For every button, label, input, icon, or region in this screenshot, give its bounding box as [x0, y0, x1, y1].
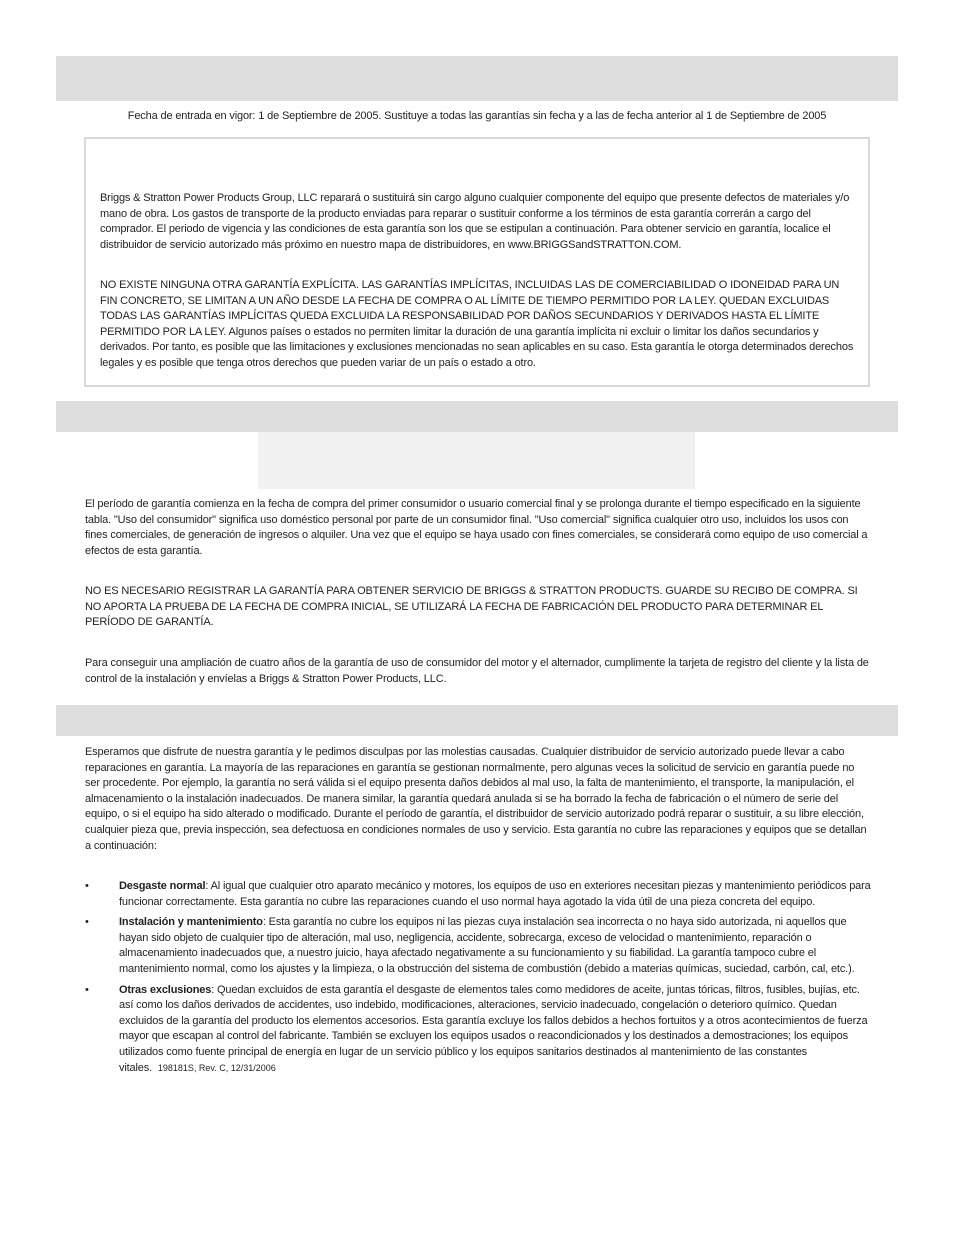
- period-paragraph-1: El período de garantía comienza en la fecha de compra del primer consumidor o usuario comercial final y se prolonga durante el tiempo especificado en la siguiente tabla. "Uso del consumidor" significa uso doméstico personal por parte de un consumidor final. "Uso comercial" significa cualquier otro uso, incluidos los usos con fines comerciales, de generación de ingresos o alquiler. Una vez que el equipo se haya usado con fines comerciales, se considerará como equipo de uso comercial a efectos de esta garantía.: [85, 498, 868, 557]
- warranty-box: [84, 137, 870, 387]
- list-item-term: Otras exclusiones: [119, 983, 212, 996]
- header-band: [56, 56, 898, 101]
- list-item-text: : Al igual que cualquier otro aparato mecánico y motores, los equipos de uso en exteriores necesitan piezas y mantenimiento periódicos para funcionar correctamente. Esta garantía no cubre las reparaciones cuando el uso normal haya agotado la vida útil de una pieza concreta del equipo.: [119, 880, 871, 908]
- exclusions-list: [85, 879, 875, 1081]
- list-item: [85, 915, 875, 977]
- document-reference: 198181S, Rev. C, 12/31/2006: [157, 1062, 276, 1073]
- bullet-symbol: •: [85, 983, 89, 996]
- list-item: [85, 879, 875, 910]
- warranty-paragraph-1: Briggs & Stratton Power Products Group, LLC reparará o sustituirá sin cargo alguno cualquier componente del equipo que presente defectos de materiales y/o mano de obra. Los gastos de transporte de la producto enviadas para reparar o sustituir conforme a los términos de esta garantía correrán a cargo del comprador. El periodo de vigencia y las condiciones de esta garantía son los que se estipulan a continuación. Para obtener servicio en garantía, localice el distribuidor de servicio autorizado más próximo en nuestro mapa de distribuidores, en www.BRIGGSandSTRATTON.COM.: [100, 192, 850, 251]
- period-table-area: [258, 432, 695, 489]
- list-item-term: Desgaste normal: [119, 880, 206, 892]
- warranty-paragraph-2: NO EXISTE NINGUNA OTRA GARANTÍA EXPLÍCITA. LAS GARANTÍAS IMPLÍCITAS, INCLUIDAS LAS DE COMERCIABILIDAD O IDONEIDAD PARA UN FIN CONCRETO, SE LIMITAN A UN AÑO DESDE LA FECHA DE COMPRA O AL LÍMITE DE TIEMPO PERMITIDO POR LA LEY. QUEDAN EXCLUIDAS TODAS LAS GARANTÍAS IMPLÍCITAS QUEDA EXCLUIDA LA RESPONSABILIDAD POR DAÑOS SECUNDARIOS Y DERIVADOS HASTA EL LÍMITE PERMITIDO POR LA LEY. Algunos países o estados no permiten limitar la duración de una garantía implícita ni excluir o limitar los daños secundarios y derivados. Por tanto, es posible que las limitaciones y exclusiones mencionadas no sean aplicables en su caso. Esta garantía le otorga determinados derechos legales y es posible que tenga otros derechos que pueden variar de un país o estado a otro.: [100, 279, 854, 369]
- list-item-term: Instalación y mantenimiento: [119, 916, 263, 929]
- service-intro: Esperamos que disfrute de nuestra garantía y le pedimos disculpas por las molestias causadas. Cualquier distribuidor de servicio autorizado puede llevar a cabo reparaciones en garantía. La mayoría de las reparaciones en garantía se gestionan normalmente, pero algunas veces la solicitud de servicio en garantía puede no ser procedente. Por ejemplo, la garantía no será válida si el equipo presenta daños debidos al mal uso, la falta de mantenimiento, el transporte, la manipulación, el almacenamiento o la instalación inadecuados. De manera similar, la garantía quedará anulada si se ha borrado la fecha de fabricación o el número de serie del equipo, o si el equipo ha sido alterado o modificado. Durante el período de garantía, el distribuidor de servicio autorizado podrá reparar o sustituir, a su libre elección, cualquier pieza que, previa inspección, sea defectuosa en condiciones normales de uso y servicio. Esta garantía no cubre las reparaciones y equipos que se detallan a continuación:: [85, 746, 867, 852]
- list-item-text: : Esta garantía no cubre los equipos ni las piezas cuya instalación sea incorrecta o no haya sido autorizada, ni aquellos que hayan sido objeto de cualquier tipo de alteración, mal uso, negligencia, accidente, sobrecarga, exceso de velocidad o mantenimiento, reparación o almacenamiento inadecuados que, a nuestro juicio, haya afectado negativamente a su funcionamiento y su fiabilidad. La garantía tampoco cubre el mantenimiento normal, como los ajustes y la limpieza, o la obstrucción del sistema de combustión (debido a materias químicas, suciedad, carbón, cal, etc.).: [119, 916, 855, 975]
- bullet-symbol: •: [85, 916, 89, 929]
- period-paragraph-2: NO ES NECESARIO REGISTRAR LA GARANTÍA PARA OBTENER SERVICIO DE BRIGGS & STRATTON PRODUCTS. GUARDE SU RECIBO DE COMPRA. SI NO APORTA LA PRUEBA DE LA FECHA DE COMPRA INICIAL, SE UTILIZARÁ LA FECHA DE FABRICACIÓN DEL PRODUCTO PARA DETERMINAR EL PERÍODO DE GARANTÍA.: [85, 585, 858, 629]
- service-band: [56, 705, 898, 736]
- effective-date: Fecha de entrada en vigor: 1 de Septiembre de 2005. Sustituye a todas las garantías sin fecha y a las de fecha anterior al 1 de Septiembre de 2005: [127, 110, 827, 122]
- list-item: [85, 983, 875, 1077]
- period-band: [56, 401, 898, 432]
- period-paragraph-3: Para conseguir una ampliación de cuatro años de la garantía de uso de consumidor del motor y el alternador, cumplimente la tarjeta de registro del cliente y la lista de control de la instalación y envíelas a Briggs & Stratton Power Products, LLC.: [85, 657, 869, 685]
- bullet-symbol: •: [85, 880, 89, 892]
- list-item-text: : Quedan excluidos de esta garantía el desgaste de elementos tales como medidores de aceite, juntas tóricas, filtros, fusibles, bujías, etc. así como los daños derivados de accidentes, uso indebido, modificaciones, alteraciones, servicio inadecuado, congelación o deterioro químico. Quedan excluidos de la garantía del producto los elementos accesorios. Esta garantía excluye los fallos debidos a hechos fortuitos y a otros acontecimientos de fuerza mayor que escapan al control del fabricante. También se excluyen los equipos usados o reacondicionados y los destinados a demostraciones; los equipos utilizados como fuente principal de energía en lugar de un servicio público y los equipos sanitarios destinados al mantenimiento de las constantes vitales.: [119, 983, 868, 1074]
